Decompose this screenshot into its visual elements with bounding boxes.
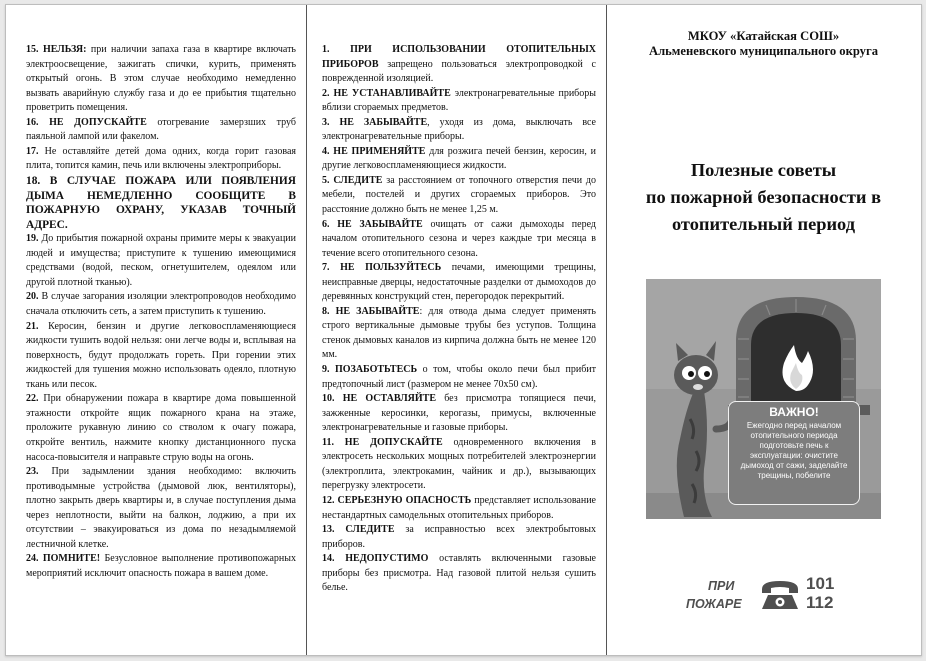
telephone-icon — [758, 577, 802, 613]
title-line-3: отопительный период — [671, 214, 856, 234]
tip-heading: 15. НЕЛЬЗЯ: — [26, 44, 87, 55]
tip-heading: 12. СЕРЬЕЗНУЮ ОПАСНОСТЬ — [322, 494, 472, 506]
tip-text: При обнаружении пожара в квартире дома повышенной этажности откройте ящик пожарного крана на этаже, проложите рукавную линию со стволом к очагу пожара, откройте вентиль, нажмите кнопку дистанционного пуска насоса-повысителя и направьте струю воды на огонь. — [26, 393, 296, 463]
phone-number-101: 101 — [806, 574, 835, 593]
tip-heading: 3. НЕ ЗАБЫВАЙТЕ — [322, 116, 428, 128]
tip-text: представляет использование нестандартных самодельных отопительных приборов. — [322, 494, 596, 521]
notice-heading: ВАЖНО! — [769, 405, 819, 419]
tip-heading: 14. НЕДОПУСТИМО — [322, 553, 429, 565]
tip-heading: 1. ПРИ ИСПОЛЬЗОВАНИИ ОТОПИТЕЛЬНЫХ ПРИБОРОВ — [322, 44, 596, 70]
safety-tip — [322, 363, 596, 392]
safety-tip — [26, 465, 296, 552]
tip-heading: 2. НЕ УСТАНАВЛИВАЙТЕ — [322, 87, 451, 99]
tip-text: , уходя из дома, выключать все электронагревательные приборы. — [322, 116, 596, 143]
tip-heading: 6. НЕ ЗАБЫВАЙТЕ — [322, 218, 423, 230]
tip-text: печами, имеющими трещины, неисправные дверцы, недостаточные разделки от дымоходов до деревянных конструкций стен, перегородок перекрытий. — [322, 262, 597, 303]
safety-tip — [322, 145, 596, 174]
tip-text: электронагревательные приборы вблизи сгораемых предметов. — [322, 87, 596, 114]
notice-text: Ежегодно перед началом отопительного периода подготовьте печь к эксплуатации: очистите дымоход от сажи, заделайте трещины, побелите — [740, 421, 848, 480]
tip-text: : для отвода дыма следует применять строго вертикальные дымовые трубы без уступов. Толщина стенок дымовых каналов из кирпича должна быть не менее 120 мм. — [322, 305, 596, 361]
safety-tip — [322, 552, 596, 596]
tip-text: за расстоянием от топочного отверстия печи до мебели, постелей и других сгораемых приборов. Это расстояние должно быть не менее 1,25 м. — [322, 174, 597, 216]
tip-text: При задымлении здания необходимо: включить противодымные устройства (дымовой люк, вентиляторы), плотно закрыть дверь квартиры и, в случае поступления дыма через неплотности, выйти на балкон, лоджию, а при их отсутствии – эвакуироваться из дома по незадымляемой лестничной клетке. — [26, 466, 296, 550]
tip-text: В случае загорания изоляции электропроводов необходимо сначала отключить сеть, а затем приступить к тушению. — [26, 291, 296, 318]
emergency-contacts — [678, 573, 868, 623]
tip-heading: 21. — [26, 320, 39, 332]
safety-tip — [26, 116, 296, 145]
tip-heading: 11. НЕ ДОПУСКАЙТЕ — [322, 436, 443, 448]
column-left — [6, 5, 306, 655]
safety-tip — [26, 392, 296, 465]
safety-tip — [26, 320, 296, 393]
safety-tip — [322, 116, 596, 145]
safety-tip — [322, 305, 596, 363]
tip-text: о том, чтобы около печи был прибит предтопочный лист (размером не менее 70х50 см). — [322, 364, 596, 390]
tip-heading: 22. — [26, 393, 39, 405]
phone-number-112: 112 — [806, 593, 834, 612]
tip-heading: 4. НЕ ПРИМЕНЯЙТЕ — [322, 145, 426, 157]
tip-heading: 10. НЕ ОСТАВЛЯЙТЕ — [322, 393, 436, 405]
school-line-2: Альменевского муниципального округа — [648, 44, 878, 59]
tip-heading: 23. — [26, 466, 39, 478]
safety-tip — [322, 261, 596, 305]
safety-tip — [322, 436, 596, 494]
brochure-title — [606, 157, 921, 238]
tip-heading: 24. ПОМНИТЕ! — [26, 553, 101, 565]
title-line-2: по пожарной безопасности в — [645, 187, 882, 207]
tip-heading: 8. НЕ ЗАБЫВАЙТЕ — [322, 305, 420, 317]
school-name — [606, 29, 921, 60]
emergency-label-2: ПОЖАРЕ — [686, 597, 742, 611]
safety-tip — [322, 174, 596, 218]
emergency-label-1: ПРИ — [708, 579, 735, 593]
tip-text: запрещено пользоваться электропроводкой с поврежденной изоляцией. — [322, 58, 596, 85]
tip-text: До прибытия пожарной охраны примите меры к эвакуации людей и имущества; приступите к тушению имеющимися средствами (водой, песком, огнетушителем, одеялом или другой плотной тканью). — [26, 233, 296, 288]
tip-text: Не оставляйте детей дома одних, когда горит газовая плита, топится камин, печь или включены электроприборы. — [26, 145, 296, 172]
safety-tip — [26, 232, 296, 290]
tip-text: за исправностью всех электробытовых приборов. — [322, 524, 597, 550]
important-notice — [728, 401, 860, 505]
tip-heading: 9. ПОЗАБОТЬТЕСЬ — [322, 364, 418, 376]
title-line-1: Полезные советы — [690, 160, 837, 180]
column-middle — [306, 5, 606, 655]
tip-text: без присмотра топящиеся печи, зажженные керосинки, керогазы, примусы, включенные электронагревательные и газовые приборы. — [322, 393, 597, 434]
tip-text: отогревание замерзших труб паяльной лампой или факелом. — [26, 116, 296, 143]
safety-tip — [26, 145, 296, 174]
column-cover — [606, 5, 921, 655]
safety-tip — [322, 523, 596, 552]
tip-heading: 20. — [26, 291, 39, 303]
tip-heading: 5. СЛЕДИТЕ — [322, 174, 383, 186]
safety-tip — [322, 218, 596, 262]
safety-tip — [322, 87, 596, 116]
safety-tip — [26, 174, 296, 232]
tip-text: для розжига печей бензин, керосин, и другие легковоспламеняющиеся жидкости. — [322, 145, 596, 172]
safety-tip — [322, 43, 596, 87]
tip-text: Безусловное выполнение противопожарных мероприятий исключит опасность пожара в вашем доме. — [26, 553, 296, 579]
stove-poster-image — [646, 279, 881, 519]
tip-heading: 18. В СЛУЧАЕ ПОЖАРА ИЛИ ПОЯВЛЕНИЯ ДЫМА НЕМЕДЛЕННО СООБЩИТЕ В ПОЖАРНУЮ ОХРАНУ, УКАЗАВ ТОЧНЫЙ АДРЕС. — [26, 174, 296, 231]
tip-text: при наличии запаха газа в квартире включать электроосвещение, зажигать спички, курить, применять открытый огонь. В этом случае необходимо немедленно вызвать аварийную службу газа и до ее прибытия тщательно проветрить помещения. — [26, 44, 296, 114]
tip-text: оставлять включенными газовые приборы без присмотра. Над газовой плитой нельзя сушить белье. — [322, 553, 596, 594]
tip-text: Керосин, бензин и другие легковоспламеняющиеся жидкости тушить водой нельзя: они легче воды и, всплывая на поверхность, будут продолжать гореть. При горении этих жидкостей для тушения можно использовать одеяло, плотную ткань или песок. — [26, 320, 296, 390]
safety-tip — [322, 392, 596, 436]
tip-text: очищать от сажи дымоходы перед началом отопительного сезона и через каждые три месяца в течение всего отопительного сезона. — [322, 218, 596, 259]
safety-tip — [26, 290, 296, 319]
tip-heading: 16. НЕ ДОПУСКАЙТЕ — [26, 116, 147, 128]
document-page — [5, 4, 922, 656]
school-line-1: МКОУ «Катайская СОШ» — [687, 29, 840, 43]
tip-heading: 7. НЕ ПОЛЬЗУЙТЕСЬ — [322, 262, 442, 274]
tip-heading: 17. — [26, 145, 39, 157]
tip-text: одновременного включения в электросеть нескольких мощных потребителей электроэнергии (электроплита, электрокамин, чайник и др.), вызывающих перегрузку электросети. — [322, 436, 596, 492]
safety-tip — [26, 552, 296, 581]
tip-heading: 19. — [26, 233, 39, 245]
safety-tip — [26, 43, 296, 116]
safety-tip — [322, 494, 596, 523]
tip-heading: 13. СЛЕДИТЕ — [322, 524, 395, 536]
